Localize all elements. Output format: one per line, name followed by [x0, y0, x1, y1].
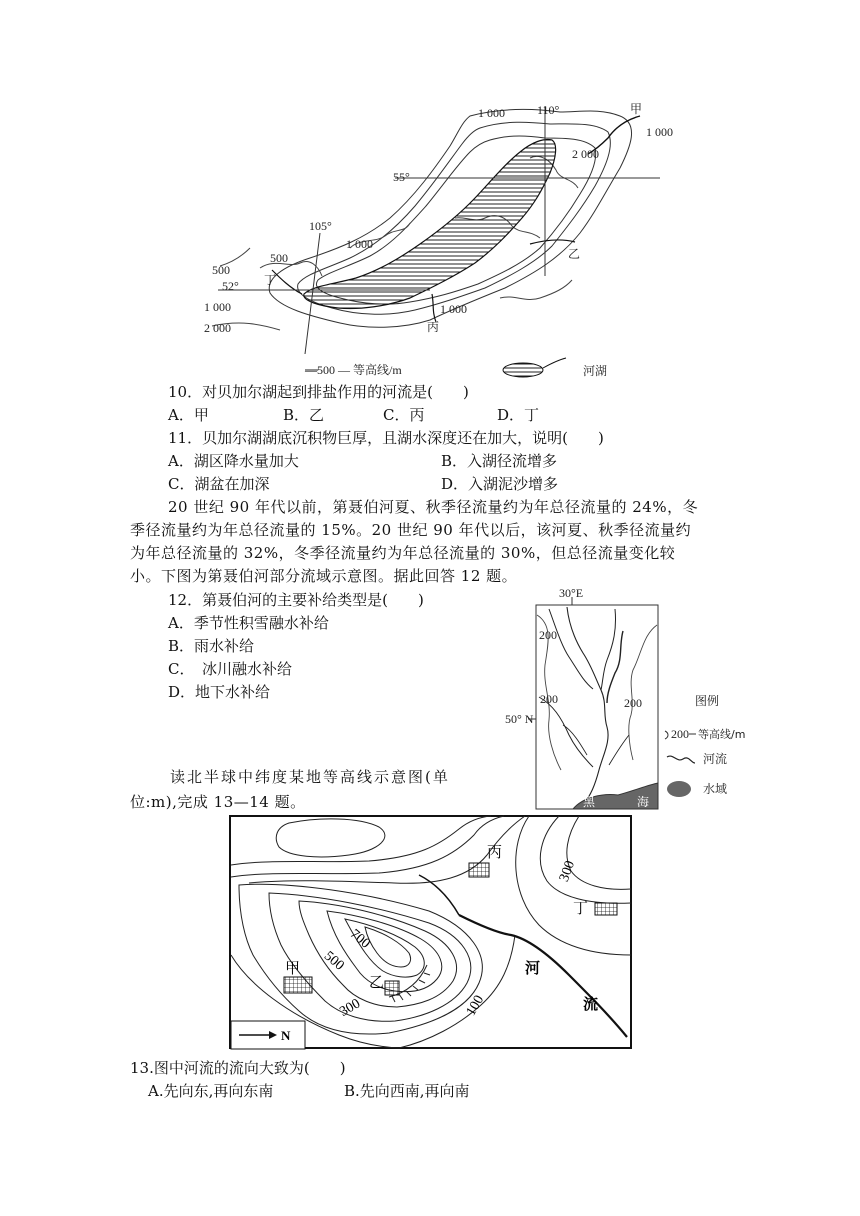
contour-label: 2 000 — [572, 147, 599, 161]
lon-label: 110° — [537, 103, 560, 117]
contour-label: 200 — [539, 628, 557, 642]
question-12-option-d[interactable]: D．地下水补给 — [168, 683, 271, 701]
question-12-option-b[interactable]: B．雨水补给 — [168, 637, 255, 655]
legend-contour-value: 200 — [671, 727, 689, 741]
sea-label: 海 — [637, 795, 650, 809]
river-label-bing: 丙 — [427, 320, 440, 334]
north-label: N — [281, 1028, 291, 1043]
lat-label: 52° — [222, 279, 239, 293]
contour-label: 200 — [624, 696, 642, 710]
question-10-option-b[interactable]: B．乙 — [283, 406, 325, 424]
legend-water-label: 水域 — [703, 782, 728, 796]
river-label-ding: 丁 — [264, 273, 277, 287]
river-label-yi: 乙 — [568, 247, 581, 261]
question-10-option-c[interactable]: C．丙 — [383, 406, 425, 424]
intro-line: 读北半球中纬度某地等高线示意图(单 — [170, 768, 450, 786]
legend-title: 图例 — [695, 694, 720, 708]
question-11-option-c[interactable]: C．湖盆在加深 — [168, 475, 270, 493]
place-label-ding: 丁 — [573, 901, 589, 917]
latitude-label: 50° N — [505, 712, 534, 726]
question-11-stem: 11．贝加尔湖湖底沉积物巨厚，且湖水深度还在加大，说明( ) — [168, 429, 604, 447]
contour-label: 700 — [346, 926, 373, 952]
sea-label: 黑 — [583, 795, 596, 809]
place-label-yi: 乙 — [369, 975, 385, 991]
passage-line: 为年总径流量的 32%，冬季径流量约为年总径流量的 30%，但总径流量变化较 — [130, 544, 676, 562]
passage-line: 20 世纪 90 年代以前，第聂伯河夏、秋季径流量约为年总径流量的 24%，冬 — [168, 498, 699, 516]
contour-map — [229, 815, 633, 1051]
contour-label: 300 — [556, 858, 579, 884]
legend-contour-label: 等高线/m — [698, 728, 746, 741]
contour-label: 500 — [320, 948, 347, 974]
contour-label: 100 — [463, 992, 488, 1019]
legend-lake-swatch — [503, 363, 543, 377]
question-12-option-c[interactable]: C． 冰川融水补给 — [168, 660, 292, 678]
contour-label: 1 000 — [646, 125, 673, 139]
passage-line: 小。下图为第聂伯河部分流域示意图。据此回答 12 题。 — [130, 567, 518, 585]
question-10-stem: 10．对贝加尔湖起到排盐作用的河流是( ) — [168, 383, 469, 401]
question-13-stem: 13.图中河流的流向大致为( ) — [130, 1059, 346, 1077]
question-13-option-b[interactable]: B.先向西南,再向南 — [344, 1082, 470, 1100]
legend-contour-label: —500 — 等高线/m — [305, 363, 402, 377]
lon-label: 105° — [309, 219, 332, 233]
question-10-option-a[interactable]: A．甲 — [168, 406, 209, 424]
contour-label: 500 — [212, 263, 230, 277]
baikal-map — [200, 98, 673, 380]
contour-label: 1 000 — [204, 300, 231, 314]
contour-label: 2 000 — [204, 321, 231, 335]
contour-label: 200 — [540, 692, 558, 706]
question-12-option-a[interactable]: A．季节性积雪融水补给 — [168, 614, 329, 632]
passage-line: 季径流量约为年总径流量的 15%。20 世纪 90 年代以后，该河夏、秋季径流量约 — [130, 521, 692, 539]
dnieper-map — [503, 585, 763, 809]
place-label-bing: 丙 — [487, 845, 503, 861]
legend-water-swatch — [667, 781, 691, 797]
question-11-option-b[interactable]: B．入湖径流增多 — [441, 452, 558, 470]
intro-line: 位:m),完成 13—14 题。 — [130, 793, 306, 811]
contour-label: 500 — [270, 251, 288, 265]
longitude-label: 30°E — [559, 586, 584, 600]
place-label-jia: 甲 — [285, 961, 301, 977]
question-13-option-a[interactable]: A.先向东,再向东南 — [148, 1082, 274, 1100]
contour-label: 1 000 — [478, 106, 505, 120]
question-12-stem: 12．第聂伯河的主要补给类型是( ) — [168, 591, 424, 609]
legend-river-label: 河流 — [703, 752, 728, 766]
river-label: 流 — [583, 997, 599, 1013]
contour-label: 1 000 — [440, 302, 467, 316]
contour-label: 1 000 — [346, 237, 373, 251]
river-label: 河 — [525, 961, 541, 977]
contour-label: 300 — [337, 996, 364, 1020]
lat-label: 55° — [393, 170, 410, 184]
question-10-option-d[interactable]: D．丁 — [497, 406, 540, 424]
river-label-jia: 甲 — [630, 102, 643, 116]
question-11-option-a[interactable]: A．湖区降水量加大 — [168, 452, 299, 470]
question-11-option-d[interactable]: D．入湖泥沙增多 — [441, 475, 559, 493]
legend-lake-label: 河湖 — [583, 364, 608, 378]
